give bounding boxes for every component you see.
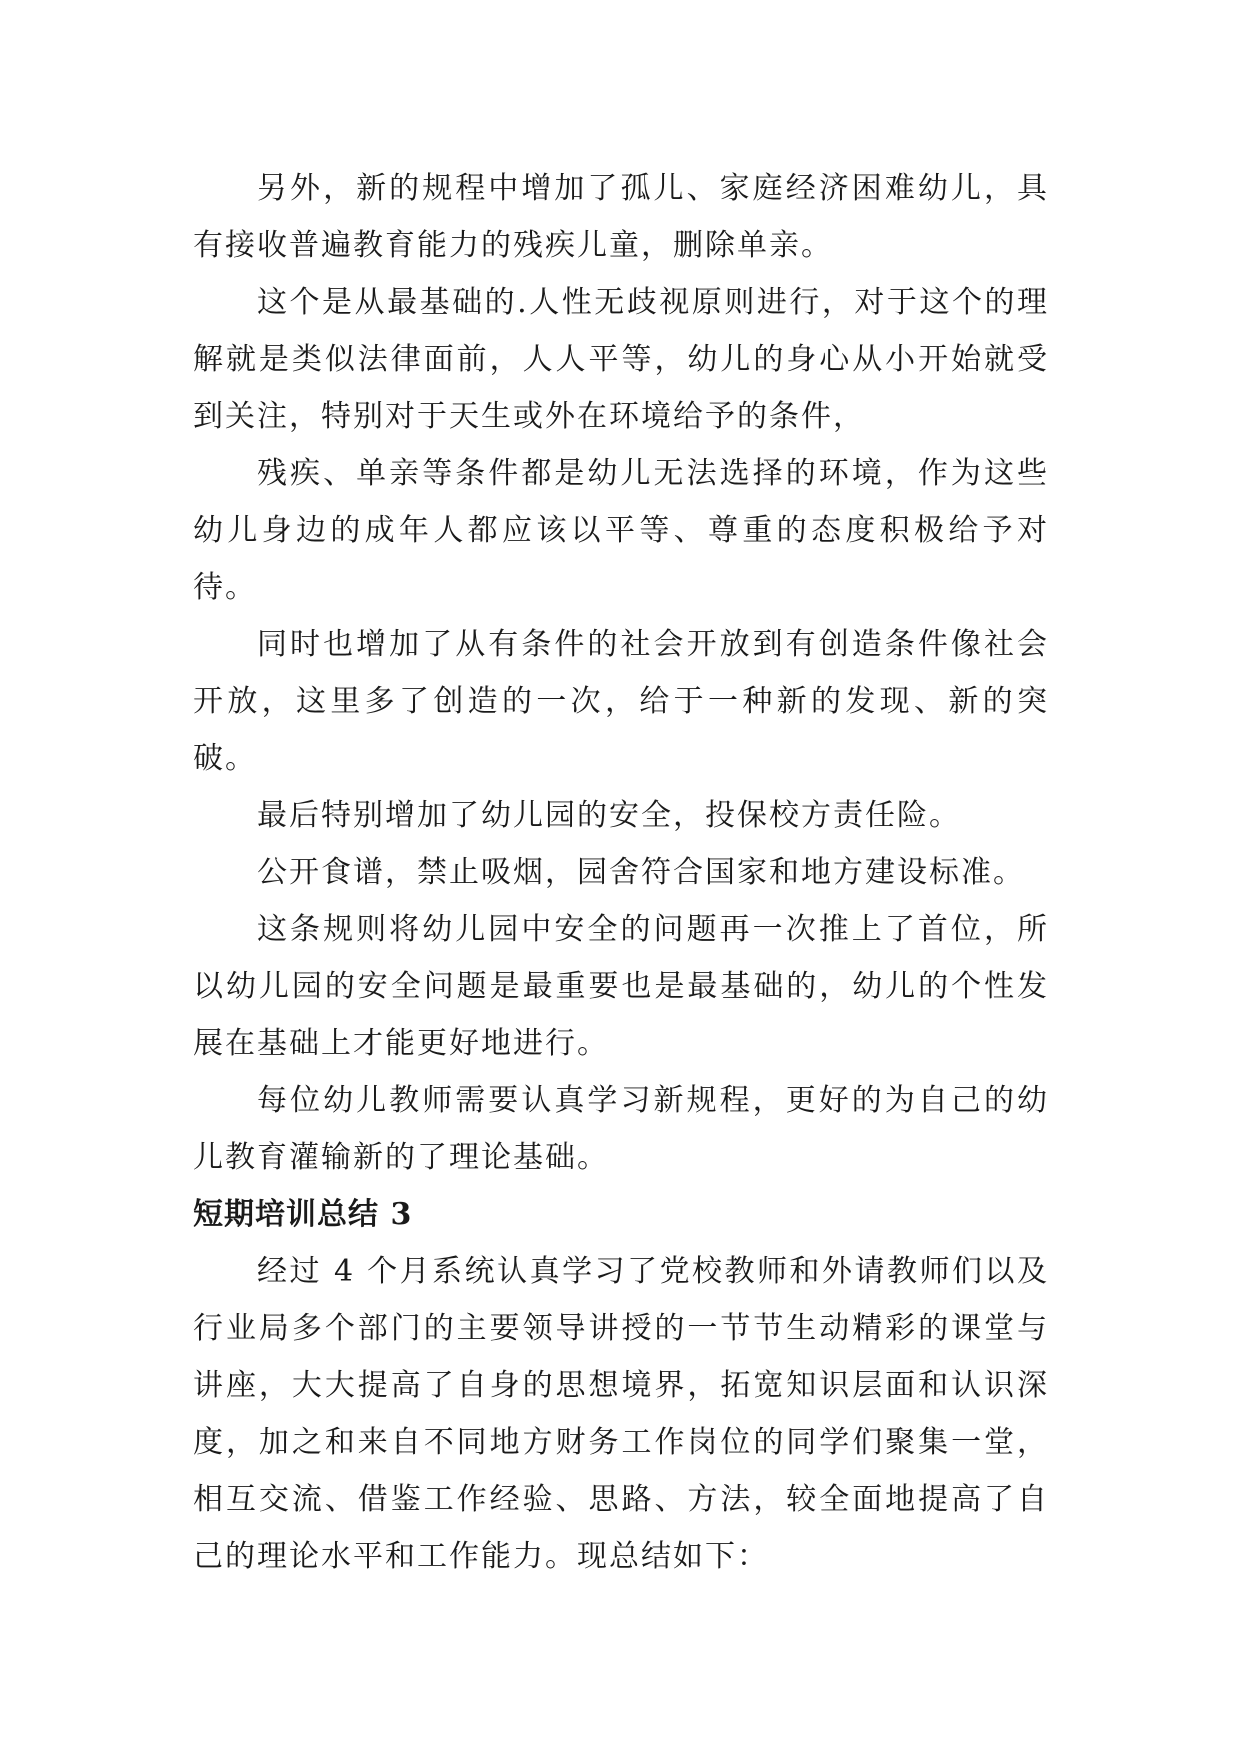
paragraph: 这条规则将幼儿园中安全的问题再一次推上了首位，所以幼儿园的安全问题是最重要也是最基础的，幼儿的个性发展在基础上才能更好地进行。 (193, 912, 1049, 1061)
paragraph: 最后特别增加了幼儿园的安全，投保校方责任险。 (257, 798, 961, 833)
paragraph: 残疾、单亲等条件都是幼儿无法选择的环境，作为这些幼儿身边的成年人都应该以平等、尊重的态度积极给予对待。 (193, 456, 1049, 605)
paragraph: 公开食谱，禁止吸烟，园舍符合国家和地方建设标准。 (257, 855, 1025, 890)
section-heading: 短期培训总结 3 (193, 1197, 413, 1232)
paragraph: 经过 4 个月系统认真学习了党校教师和外请教师们以及行业局多个部门的主要领导讲授的一节节生动精彩的课堂与讲座，大大提高了自身的思想境界，拓宽知识层面和认识深度，加之和来自不同地方财务工作岗位的同学们聚集一堂，相互交流、借鉴工作经验、思路、方法，较全面地提高了自己的理论水平和工作能力。现总结如下： (193, 1254, 1049, 1574)
paragraph: 这个是从最基础的.人性无歧视原则进行，对于这个的理解就是类似法律面前，人人平等，幼儿的身心从小开始就受到关注，特别对于天生或外在环境给予的条件， (193, 285, 1049, 434)
document-page (193, 160, 1049, 1585)
paragraph: 另外，新的规程中增加了孤儿、家庭经济困难幼儿，具有接收普遍教育能力的残疾儿童，删除单亲。 (193, 171, 1049, 263)
paragraph: 每位幼儿教师需要认真学习新规程，更好的为自己的幼儿教育灌输新的了理论基础。 (193, 1083, 1049, 1175)
paragraph: 同时也增加了从有条件的社会开放到有创造条件像社会开放，这里多了创造的一次，给于一种新的发现、新的突破。 (193, 627, 1049, 776)
